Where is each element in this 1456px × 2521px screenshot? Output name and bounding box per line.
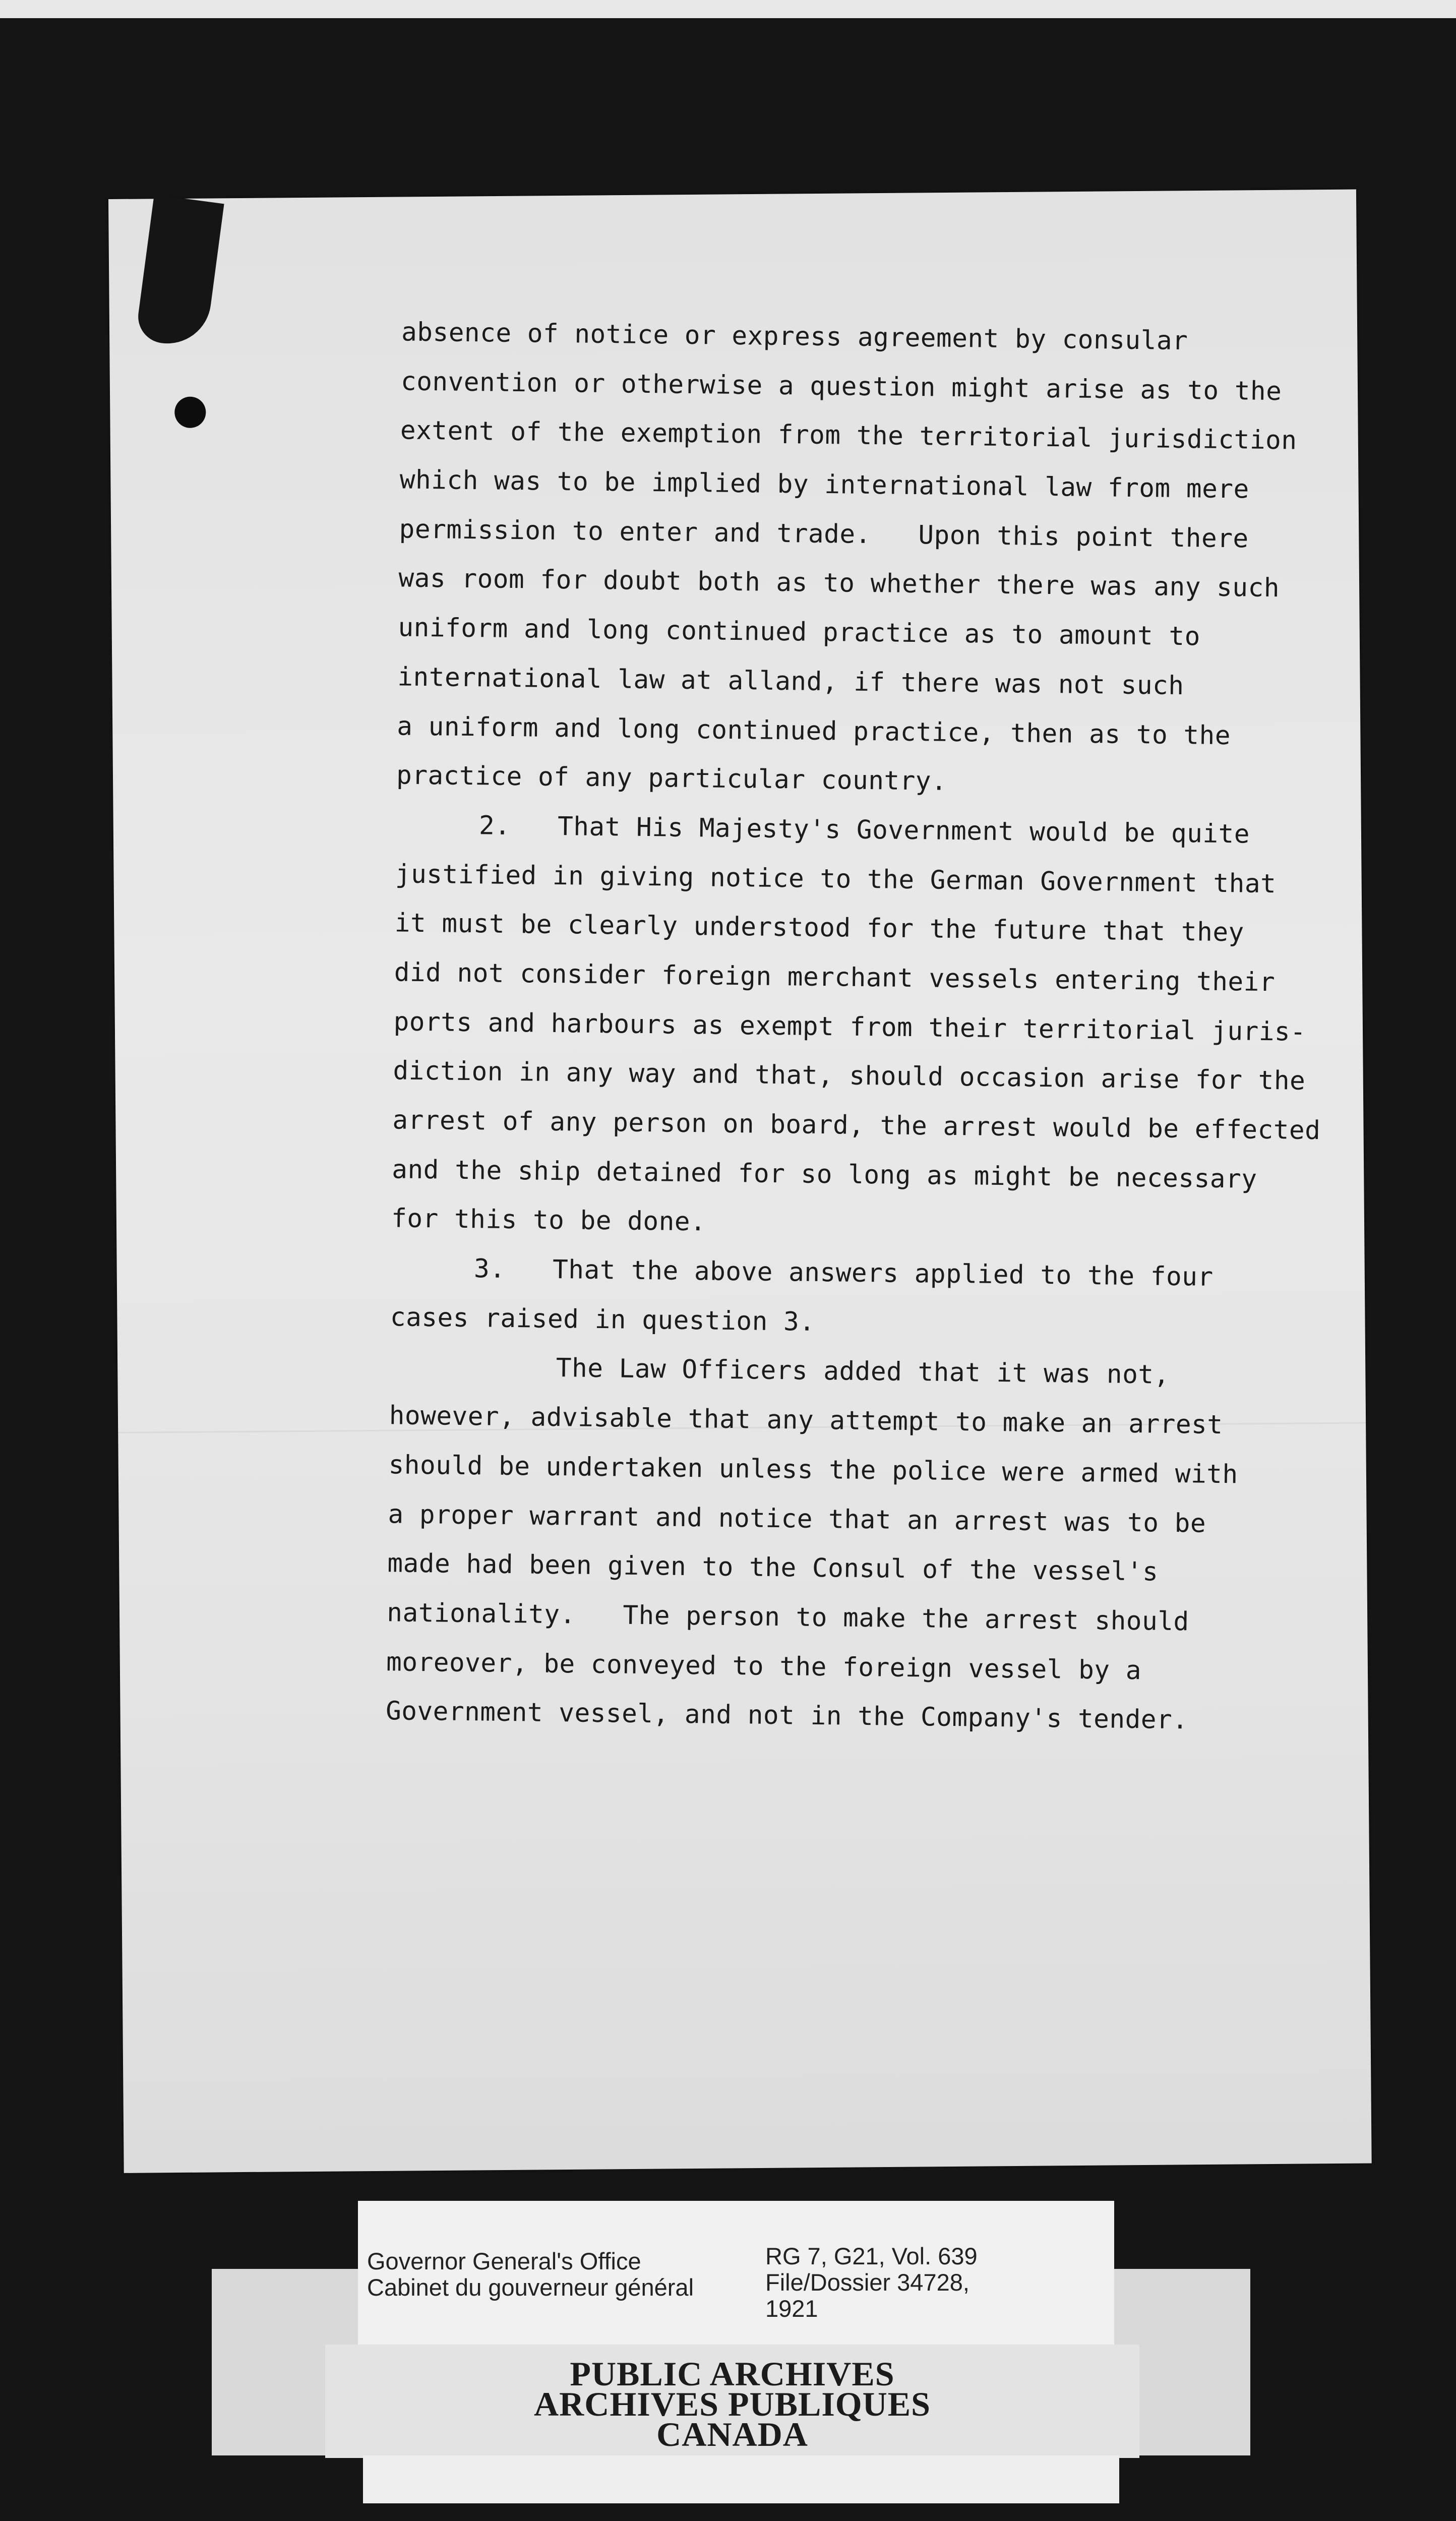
archives-line-country: CANADA <box>656 2415 808 2453</box>
text-line: a proper warrant and notice that an arrest was to be <box>388 1499 1206 1539</box>
archive-band-lower-strip <box>363 2455 1119 2503</box>
text-line: ports and harbours as exempt from their territorial juris- <box>393 1006 1306 1047</box>
text-line: was room for doubt both as to whether there was any such <box>398 563 1280 604</box>
file-year: 1921 <box>765 2295 818 2322</box>
text-line: extent of the exemption from the territorial jurisdiction <box>400 415 1297 456</box>
record-group-reference: RG 7, G21, Vol. 639 <box>765 2243 978 2269</box>
text-line: cases raised in question 3. <box>390 1302 815 1337</box>
faint-bleed-through-mark <box>225 605 407 738</box>
scan-top-edge <box>0 0 1456 18</box>
text-line: Government vessel, and not in the Company's tender. <box>385 1696 1188 1735</box>
text-line: uniform and long continued practice as to amount to <box>398 613 1201 652</box>
text-line: did not consider foreign merchant vessels entering their <box>394 957 1276 998</box>
text-line: international law at alland, if there was not such <box>397 662 1184 701</box>
text-line: nationality. The person to make the arrest should <box>387 1598 1190 1637</box>
text-line: for this to be done. <box>391 1204 706 1237</box>
office-english: Governor General's Office <box>367 2248 641 2274</box>
archives-line-french: ARCHIVES PUBLIQUES <box>534 2385 931 2423</box>
text-line: justified in giving notice to the German Government that <box>395 859 1277 899</box>
file-dossier-number: File/Dossier 34728, <box>765 2269 969 2296</box>
text-line: diction in any way and that, should occasion arise for the <box>393 1056 1306 1097</box>
torn-corner <box>135 195 224 349</box>
text-line: arrest of any person on board, the arrest would be effected <box>392 1105 1321 1146</box>
typed-text-body <box>386 308 1334 1747</box>
text-line: a uniform and long continued practice, then as to the <box>396 711 1231 751</box>
text-line: permission to enter and trade. Upon this point there <box>399 514 1249 554</box>
text-line: however, advisable that any attempt to make an arrest <box>389 1401 1223 1440</box>
file-reference <box>765 2243 978 2322</box>
text-line: 3. That the above answers applied to the four <box>473 1254 1214 1292</box>
archives-stamp-title <box>325 2355 1139 2453</box>
text-line: should be undertaken unless the police were armed with <box>388 1450 1238 1490</box>
archive-reference-card <box>358 2201 1114 2352</box>
text-line: practice of any particular country. <box>396 760 947 797</box>
text-line: absence of notice or express agreement by consular <box>401 317 1188 356</box>
archives-line-english: PUBLIC ARCHIVES <box>570 2355 895 2393</box>
text-line: moreover, be conveyed to the foreign vessel by a <box>386 1647 1142 1686</box>
office-label <box>367 2248 694 2301</box>
punch-hole <box>174 396 206 428</box>
text-line: convention or otherwise a question might arise as to the <box>400 367 1282 406</box>
text-line: and the ship detained for so long as might be necessary <box>391 1155 1257 1194</box>
text-line: 2. That His Majesty's Government would be quite <box>478 811 1250 850</box>
text-line: which was to be implied by international law from mere <box>399 465 1250 505</box>
document-page <box>108 190 1372 2173</box>
text-line: it must be clearly understood for the future that they <box>394 908 1245 948</box>
text-line: The Law Officers added that it was not, <box>556 1353 1170 1391</box>
text-line: made had been given to the Consul of the vessel's <box>387 1548 1159 1587</box>
office-french: Cabinet du gouverneur général <box>367 2274 694 2301</box>
public-archives-band <box>325 2345 1139 2458</box>
